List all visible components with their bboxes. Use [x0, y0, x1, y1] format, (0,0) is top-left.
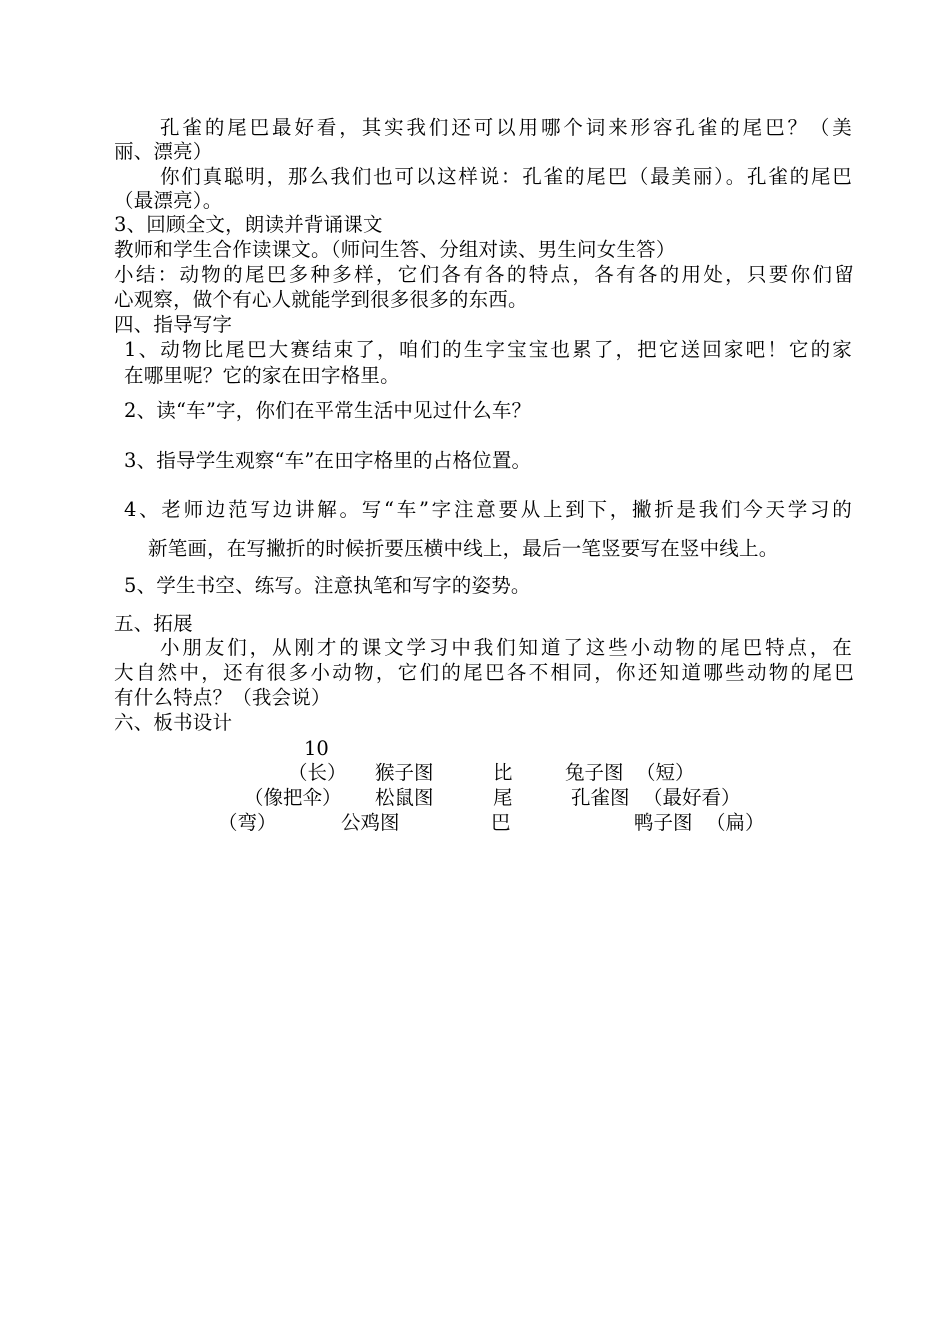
board-note: （弯）	[218, 811, 277, 834]
board-note: （像把伞）	[244, 786, 342, 809]
paragraph-summary: 小结：动物的尾巴多种多样，它们各有各的特点，各有各的用处，只要你们留	[114, 263, 854, 286]
writing-step-1-cont: 在哪里呢？它的家在田字格里。	[124, 364, 400, 387]
paragraph-praise: 你们真聪明，那么我们也可以这样说：孔雀的尾巴（最美丽）。孔雀的尾巴	[160, 165, 852, 188]
writing-step-2: 2、读“车”字，你们在平常生活中见过什么车？	[124, 399, 532, 422]
board-animal: 鸭子图	[634, 811, 693, 834]
writing-step-4-cont: 新笔画，在写撇折的时候折要压横中线上，最后一笔竖要写在竖中线上。	[148, 537, 779, 560]
board-note: （长）	[288, 761, 347, 784]
board-animal: 兔子图	[565, 761, 624, 784]
board-animal: 公鸡图	[341, 811, 400, 834]
writing-step-3: 3、指导学生观察“车”在田字格里的占格位置。	[124, 449, 532, 472]
paragraph-extension: 小朋友们，从刚才的课文学习中我们知道了这些小动物的尾巴特点，在	[160, 636, 852, 659]
board-title-char: 巴	[491, 811, 511, 834]
paragraph-extension-end: 有什么特点？（我会说）	[114, 686, 331, 709]
board-note: （扁）	[706, 811, 765, 834]
board-animal: 孔雀图	[571, 786, 630, 809]
board-note: （短）	[636, 761, 695, 784]
section-heading-board-design: 六、板书设计	[114, 711, 233, 734]
board-title-char: 比	[493, 761, 513, 784]
section-heading-writing: 四、指导写字	[114, 313, 233, 336]
board-animal: 猴子图	[375, 761, 434, 784]
board-title-char: 尾	[493, 786, 513, 809]
paragraph-peacock-answer: 丽、漂亮）	[114, 140, 213, 163]
section-heading-review: 3、回顾全文，朗读并背诵课文	[114, 213, 383, 236]
paragraph-summary-cont: 心观察，做个有心人就能学到很多很多的东西。	[114, 288, 528, 311]
writing-step-5: 5、学生书空、练写。注意执笔和写字的姿势。	[124, 574, 531, 597]
paragraph-cooperative-reading: 教师和学生合作读课文。（师问生答、分组对读、男生问女生答）	[114, 238, 676, 261]
lesson-number: 10	[304, 737, 329, 760]
board-note: （最好看）	[643, 786, 741, 809]
writing-step-4: 4、老师边范写边讲解。写“车”字注意要从上到下，撇折是我们今天学习的	[124, 498, 852, 521]
paragraph-peacock-question: 孔雀的尾巴最好看，其实我们还可以用哪个词来形容孔雀的尾巴？（美	[160, 116, 852, 139]
writing-step-1: 1、动物比尾巴大赛结束了，咱们的生字宝宝也累了，把它送回家吧！它的家	[124, 338, 852, 361]
section-heading-extension: 五、拓展	[114, 612, 193, 635]
paragraph-praise-cont: （最漂亮）。	[114, 189, 223, 212]
board-animal: 松鼠图	[375, 786, 434, 809]
paragraph-extension-cont: 大自然中，还有很多小动物，它们的尾巴各不相同，你还知道哪些动物的尾巴	[114, 661, 854, 684]
